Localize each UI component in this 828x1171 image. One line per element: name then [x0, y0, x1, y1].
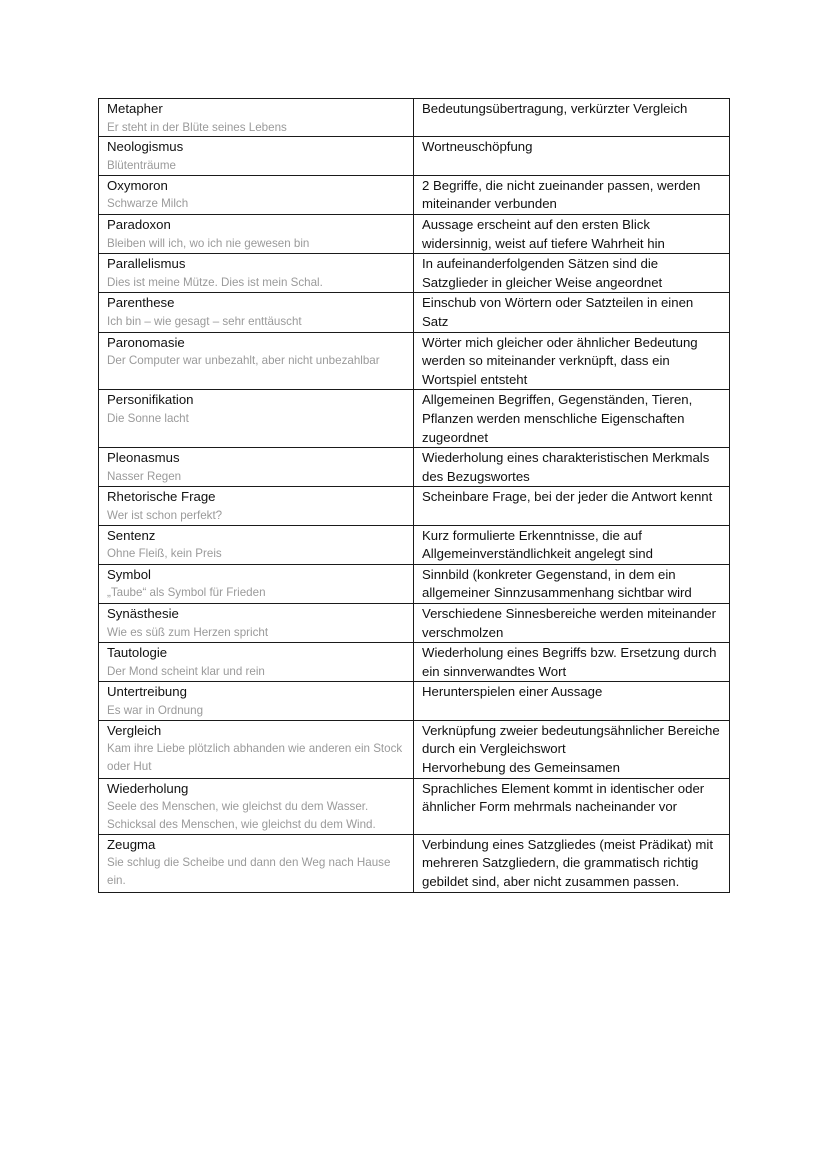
- term-cell: [99, 99, 414, 137]
- term-name: Untertreibung: [107, 684, 187, 700]
- term-definition: Aussage erscheint auf den ersten Blick widersinnig, weist auf tiefere Wahrheit hin: [422, 216, 665, 251]
- table-row: [99, 487, 730, 525]
- term-name: Rhetorische Frage: [107, 489, 216, 505]
- term-name: Personifikation: [107, 392, 194, 408]
- term-example: Kam ihre Liebe plötzlich abhanden wie anderen ein Stock oder Hut: [107, 742, 403, 774]
- term-cell: [99, 332, 414, 390]
- term-definition: In aufeinanderfolgenden Sätzen sind die Satzglieder in gleicher Weise angeordnet: [422, 256, 663, 290]
- table-row: [99, 720, 730, 778]
- definition-cell: [414, 682, 730, 720]
- term-cell: [99, 448, 414, 487]
- table-row: [99, 214, 730, 253]
- term-definition: Herunterspielen einer Aussage: [422, 684, 603, 700]
- term-name: Synästhesie: [107, 606, 179, 622]
- term-cell: [99, 643, 414, 682]
- term-example: Wer ist schon perfekt?: [107, 508, 223, 522]
- table-row: [99, 778, 730, 834]
- term-name: Pleonasmus: [107, 450, 180, 466]
- term-definition: Sinnbild (konkreter Gegenstand, in dem ein allgemeiner Sinnzusammenhang sichtbar wird: [422, 566, 692, 601]
- term-name: Neologismus: [107, 139, 184, 155]
- table-row: [99, 834, 730, 892]
- definition-cell: [414, 525, 730, 564]
- definition-cell: [414, 137, 730, 175]
- term-definition: Verknüpfung zweier bedeutungsähnlicher Bereiche durch ein Vergleichswort Hervorhebung des Gemeinsamen: [422, 722, 720, 775]
- term-example: Die Sonne lacht: [107, 411, 189, 425]
- table-row: [99, 604, 730, 643]
- term-name: Sentenz: [107, 527, 156, 543]
- definition-cell: [414, 564, 730, 603]
- term-cell: [99, 778, 414, 834]
- definition-cell: [414, 448, 730, 487]
- table-row: [99, 448, 730, 487]
- term-example: Ich bin – wie gesagt – sehr enttäuscht: [107, 314, 302, 328]
- term-name: Zeugma: [107, 836, 156, 852]
- term-definition: Wiederholung eines charakteristischen Merkmals des Bezugswortes: [422, 450, 710, 484]
- term-name: Oxymoron: [107, 177, 168, 193]
- definition-cell: [414, 720, 730, 778]
- table-row: [99, 175, 730, 214]
- term-definition: Allgemeinen Begriffen, Gegenständen, Tieren, Pflanzen werden menschliche Eigenschaften zugeordnet: [422, 392, 693, 445]
- term-example: Sie schlug die Scheibe und dann den Weg nach Hause ein.: [107, 856, 391, 888]
- term-name: Vergleich: [107, 722, 162, 738]
- definition-cell: [414, 293, 730, 332]
- term-name: Metapher: [107, 101, 163, 116]
- term-cell: [99, 604, 414, 643]
- table-row: [99, 99, 730, 137]
- term-example: Blütenträume: [107, 158, 176, 172]
- term-definition: Sprachliches Element kommt in identischer oder ähnlicher Form mehrmals nacheinander vor: [422, 780, 705, 815]
- term-definition: Bedeutungsübertragung, verkürzter Vergleich: [422, 101, 688, 116]
- term-cell: [99, 834, 414, 892]
- term-cell: [99, 564, 414, 603]
- table-row: [99, 525, 730, 564]
- term-name: Parenthese: [107, 295, 175, 311]
- term-cell: [99, 175, 414, 214]
- term-example: Schwarze Milch: [107, 197, 189, 211]
- term-definition: Verschiedene Sinnesbereiche werden miteinander verschmolzen: [422, 606, 716, 640]
- definition-cell: [414, 99, 730, 137]
- term-name: Paronomasie: [107, 334, 185, 350]
- term-cell: [99, 214, 414, 253]
- term-cell: [99, 525, 414, 564]
- table-row: [99, 390, 730, 448]
- definition-cell: [414, 214, 730, 253]
- table-row: [99, 293, 730, 332]
- definition-cell: [414, 332, 730, 390]
- term-cell: [99, 293, 414, 332]
- table-row: [99, 332, 730, 390]
- term-name: Wiederholung: [107, 780, 189, 796]
- table-row: [99, 564, 730, 603]
- definition-cell: [414, 778, 730, 834]
- definition-cell: [414, 175, 730, 214]
- term-example: Der Mond scheint klar und rein: [107, 664, 265, 678]
- table-row: [99, 137, 730, 175]
- definition-cell: [414, 604, 730, 643]
- term-example: Dies ist meine Mütze. Dies ist mein Schal.: [107, 275, 323, 289]
- term-example: Seele des Menschen, wie gleichst du dem Wasser. Schicksal des Menschen, wie gleichst du dem Wind.: [107, 800, 376, 831]
- definition-cell: [414, 390, 730, 448]
- table-row: [99, 643, 730, 682]
- term-definition: 2 Begriffe, die nicht zueinander passen, werden miteinander verbunden: [422, 177, 701, 212]
- term-definition: Kurz formulierte Erkenntnisse, die auf Allgemeinverständlichkeit angelegt sind: [422, 527, 653, 562]
- term-cell: [99, 487, 414, 525]
- definition-cell: [414, 834, 730, 892]
- definition-cell: [414, 487, 730, 525]
- term-cell: [99, 137, 414, 175]
- term-cell: [99, 390, 414, 448]
- term-definition: Verbindung eines Satzgliedes (meist Prädikat) mit mehreren Satzgliedern, die grammatisch richtig gebildet sind, aber nicht zusammen passen.: [422, 836, 714, 889]
- term-example: Der Computer war unbezahlt, aber nicht unbezahlbar: [107, 354, 380, 368]
- term-example: „Taube“ als Symbol für Frieden: [107, 586, 266, 600]
- term-name: Paradoxon: [107, 216, 171, 232]
- term-cell: [99, 254, 414, 293]
- definition-cell: [414, 254, 730, 293]
- term-name: Tautologie: [107, 645, 168, 661]
- term-example: Er steht in der Blüte seines Lebens: [107, 120, 287, 134]
- term-name: Parallelismus: [107, 256, 186, 272]
- term-example: Ohne Fleiß, kein Preis: [107, 547, 222, 561]
- term-example: Es war in Ordnung: [107, 704, 204, 718]
- term-definition: Wortneuschöpfung: [422, 139, 533, 155]
- term-definition: Einschub von Wörtern oder Satzteilen in einen Satz: [422, 295, 694, 329]
- definition-cell: [414, 643, 730, 682]
- stilmittel-table: [98, 98, 730, 893]
- table-body: [99, 99, 730, 893]
- term-name: Symbol: [107, 566, 151, 582]
- term-cell: [99, 682, 414, 720]
- term-definition: Wiederholung eines Begriffs bzw. Ersetzung durch ein sinnverwandtes Wort: [422, 645, 717, 679]
- term-cell: [99, 720, 414, 778]
- term-example: Wie es süß zum Herzen spricht: [107, 625, 269, 639]
- term-example: Nasser Regen: [107, 469, 182, 483]
- term-example: Bleiben will ich, wo ich nie gewesen bin: [107, 236, 310, 250]
- term-definition: Scheinbare Frage, bei der jeder die Antwort kennt: [422, 489, 713, 505]
- table-row: [99, 682, 730, 720]
- table-row: [99, 254, 730, 293]
- term-definition: Wörter mich gleicher oder ähnlicher Bedeutung werden so miteinander verknüpft, dass ein Wortspiel entsteht: [422, 334, 698, 387]
